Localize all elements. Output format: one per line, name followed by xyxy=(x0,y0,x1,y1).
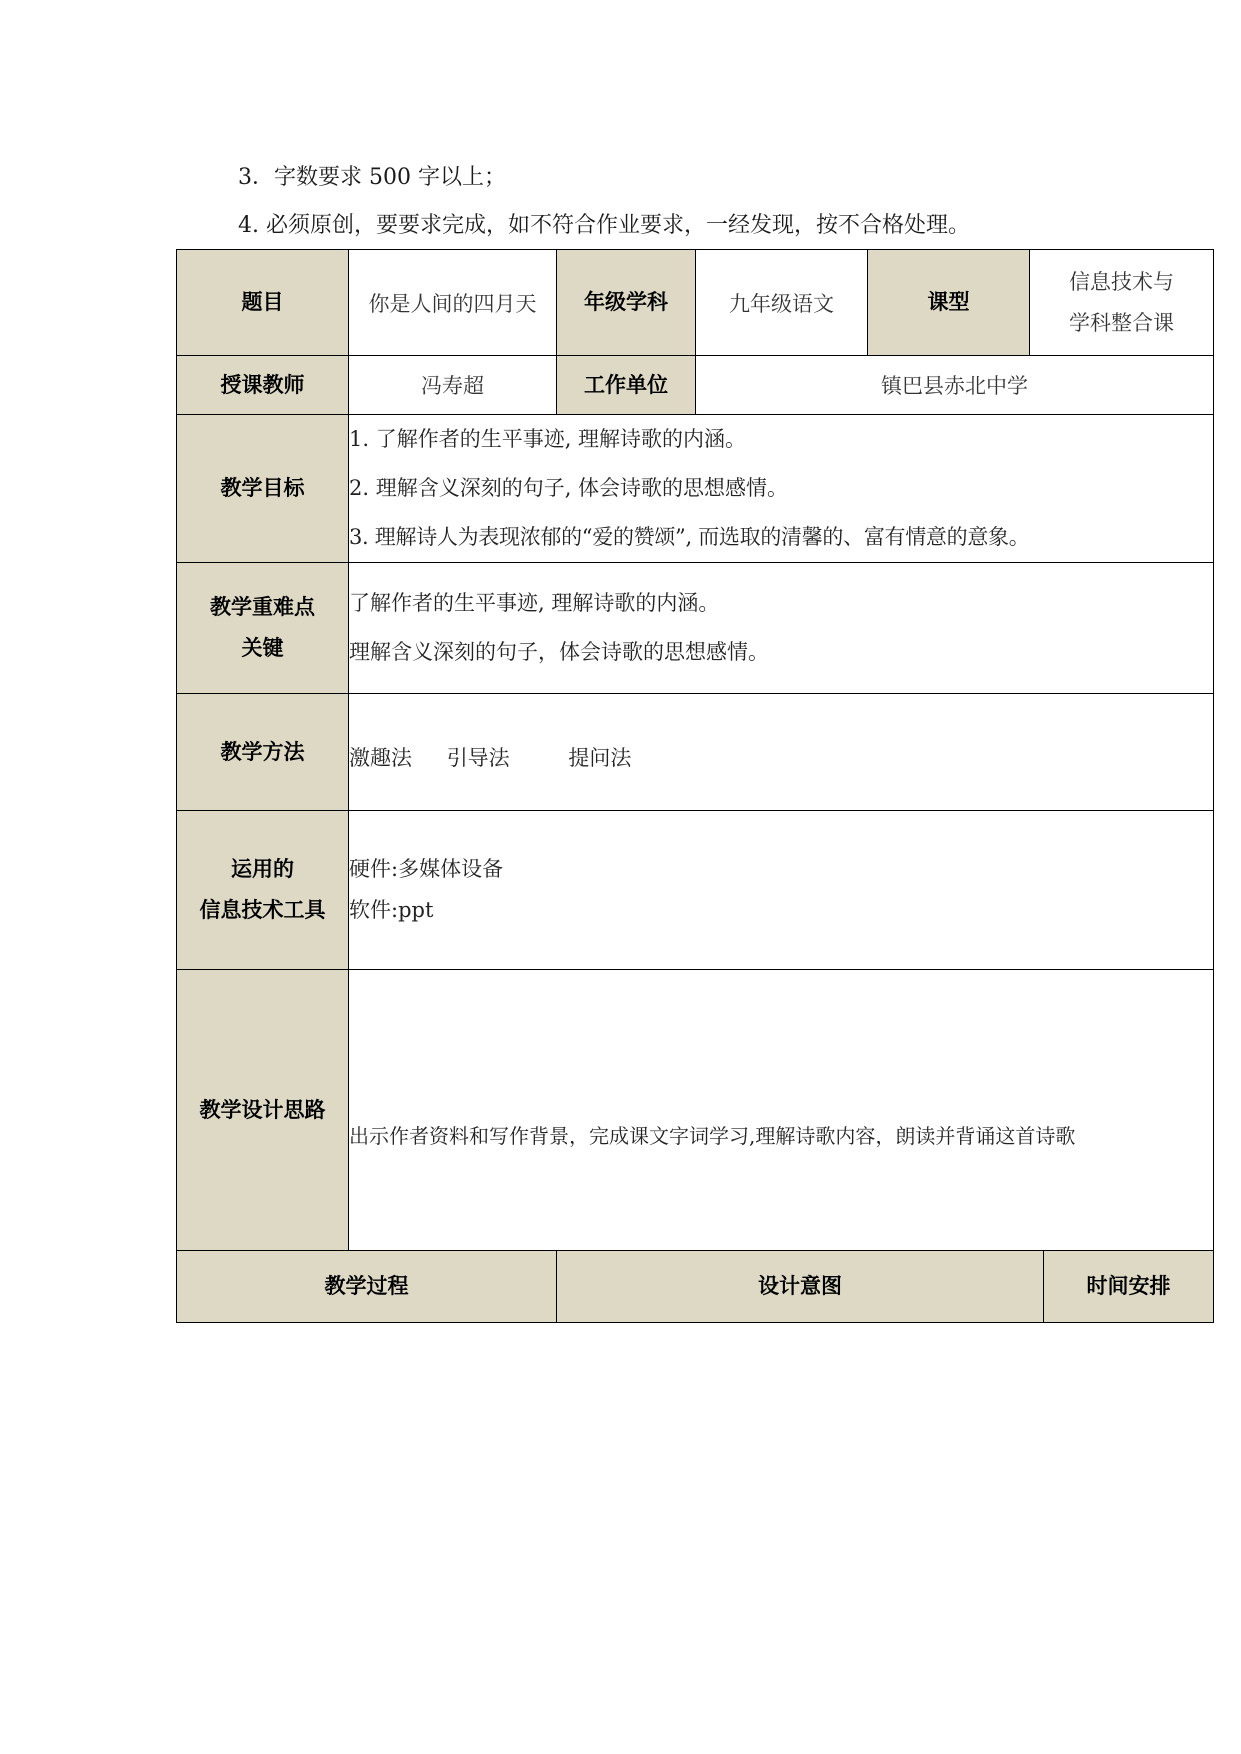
keys-label-line-1: 教学重难点 xyxy=(210,595,315,619)
design-text: 出示作者资料和写作背景，完成课文字词学习,理解诗歌内容，朗读并背诵这首诗歌 xyxy=(349,970,1214,1251)
method-label: 教学方法 xyxy=(177,694,349,811)
method-item: 激趣法 xyxy=(349,746,412,770)
design-label: 教学设计思路 xyxy=(177,970,349,1251)
grade-label: 年级学科 xyxy=(557,250,696,356)
teacher-value: 冯寿超 xyxy=(349,356,557,415)
teacher-label: 授课教师 xyxy=(177,356,349,415)
tools-label-line-2: 信息技术工具 xyxy=(199,898,326,922)
grade-value: 九年级语文 xyxy=(696,250,868,356)
keys-label-line-2: 关键 xyxy=(241,636,284,660)
key-item: 了解作者的生平事迹, 理解诗歌的内涵。 xyxy=(349,591,720,615)
lesson-plan-table xyxy=(176,249,1214,1323)
requirement-3: 3．字数要求 500 字以上； xyxy=(238,165,506,190)
goals-cell xyxy=(349,415,1214,563)
topic-value: 你是人间的四月天 xyxy=(349,250,557,356)
unit-label: 工作单位 xyxy=(557,356,696,415)
methods-cell xyxy=(349,694,1214,811)
keys-cell xyxy=(349,563,1214,694)
footer-process: 教学过程 xyxy=(177,1251,557,1323)
goals-label: 教学目标 xyxy=(177,415,349,563)
method-item: 提问法 xyxy=(568,746,632,770)
goal-item: 3. 理解诗人为表现浓郁的“爱的赞颂”, 而选取的清馨的、富有情意的意象。 xyxy=(349,525,1030,549)
type-label: 课型 xyxy=(868,250,1030,356)
tool-item: 硬件:多媒体设备 xyxy=(349,857,504,881)
tool-item: 软件:ppt xyxy=(349,898,434,922)
goal-item: 2. 理解含义深刻的句子, 体会诗歌的思想感情。 xyxy=(349,476,789,500)
footer-time: 时间安排 xyxy=(1044,1251,1214,1323)
type-value xyxy=(1030,250,1214,356)
topic-label: 题目 xyxy=(177,250,349,356)
goal-item: 1. 了解作者的生平事迹, 理解诗歌的内涵。 xyxy=(349,427,747,451)
type-value-line-1: 信息技术与 xyxy=(1069,269,1174,294)
footer-intent: 设计意图 xyxy=(557,1251,1044,1323)
tools-cell xyxy=(349,811,1214,970)
method-item: 引导法 xyxy=(446,746,510,770)
key-item: 理解含义深刻的句子，体会诗歌的思想感情。 xyxy=(349,640,769,664)
keys-label xyxy=(177,563,349,694)
tools-label xyxy=(177,811,349,970)
tools-label-line-1: 运用的 xyxy=(231,857,294,881)
requirement-4: 4. 必须原创，要要求完成，如不符合作业要求，一经发现，按不合格处理。 xyxy=(238,213,970,238)
unit-value: 镇巴县赤北中学 xyxy=(696,356,1214,415)
type-value-line-2: 学科整合课 xyxy=(1069,310,1174,335)
